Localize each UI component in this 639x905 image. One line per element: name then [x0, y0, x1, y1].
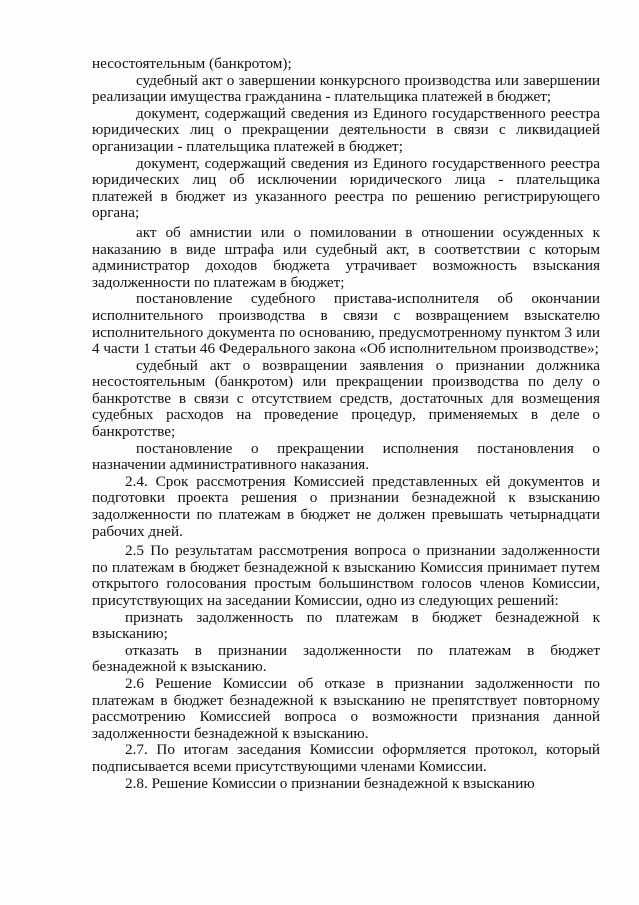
paragraph: 2.8. Решение Комиссии о признании безнадежной к взысканию — [125, 774, 535, 792]
paragraph: 2.4. Срок рассмотрения Комиссией представленных ей документов и подготовки проекта решения о признании безнадежной к взысканию задолженности по платежам в бюджет не должен превышать четырнадцати рабочих дней. — [92, 472, 600, 540]
paragraph: постановление о прекращении исполнения постановления о назначении административного наказания. — [92, 439, 600, 474]
document-body — [92, 56, 600, 792]
paragraph: признать задолженность по платежам в бюджет безнадежной к взысканию; — [92, 608, 600, 643]
paragraph: 2.6 Решение Комиссии об отказе в признании задолженности по платежам в бюджет безнадежной к взысканию не препятствует повторному рассмотрению Комиссией вопроса о возможности признания данной задолженности безнадежной к взысканию. — [92, 674, 600, 742]
paragraph: 2.5 По результатам рассмотрения вопроса о признании задолженности по платежам в бюджет безнадежной к взысканию Комиссия принимает путем открытого голосования простым большинством голосов членов Комиссии, присутствующих на заседании Комиссии, одно из следующих решений: — [92, 542, 600, 609]
paragraph: отказать в признании задолженности по платежам в бюджет безнадежной к взысканию. — [92, 641, 600, 676]
paragraph: документ, содержащий сведения из Единого государственного реестра юридических лиц об исключении юридического лица - плательщика платежей в бюджет из указанного реестра по решению регистрирующего органа; — [92, 154, 600, 222]
paragraph: судебный акт о завершении конкурсного производства или завершении реализации имущества гражданина - плательщика платежей в бюджет; — [92, 71, 600, 106]
paragraph: 2.7. По итогам заседания Комиссии оформляется протокол, который подписывается всеми присутствующими членами Комиссии. — [92, 741, 600, 775]
paragraph: документ, содержащий сведения из Единого государственного реестра юридических лиц о прекращении деятельности в связи с ликвидацией организации - плательщика платежей в бюджет; — [92, 104, 600, 155]
paragraph: акт об амнистии или о помиловании в отношении осужденных к наказанию в виде штрафа или судебный акт, в соответствии с которым администратор доходов бюджета утрачивает возможность взыскания задолженности по платежам в бюджет; — [92, 223, 600, 291]
paragraph: судебный акт о возвращении заявления о признании должника несостоятельным (банкротом) или прекращении производства по делу о банкротстве в связи с отсутствием средств, достаточных для возмещения судебных расходов на проведение процедур, применяемых в деле о банкротстве; — [92, 356, 600, 441]
paragraph: постановление судебного пристава-исполнителя об окончании исполнительного производства в связи с возвращением взыскателю исполнительного документа по основанию, предусмотренному пунктом 3 или 4 части 1 статьи 46 Федерального закона «Об исполнительном производстве»; — [92, 290, 600, 358]
paragraph: несостоятельным (банкротом); — [92, 55, 292, 72]
